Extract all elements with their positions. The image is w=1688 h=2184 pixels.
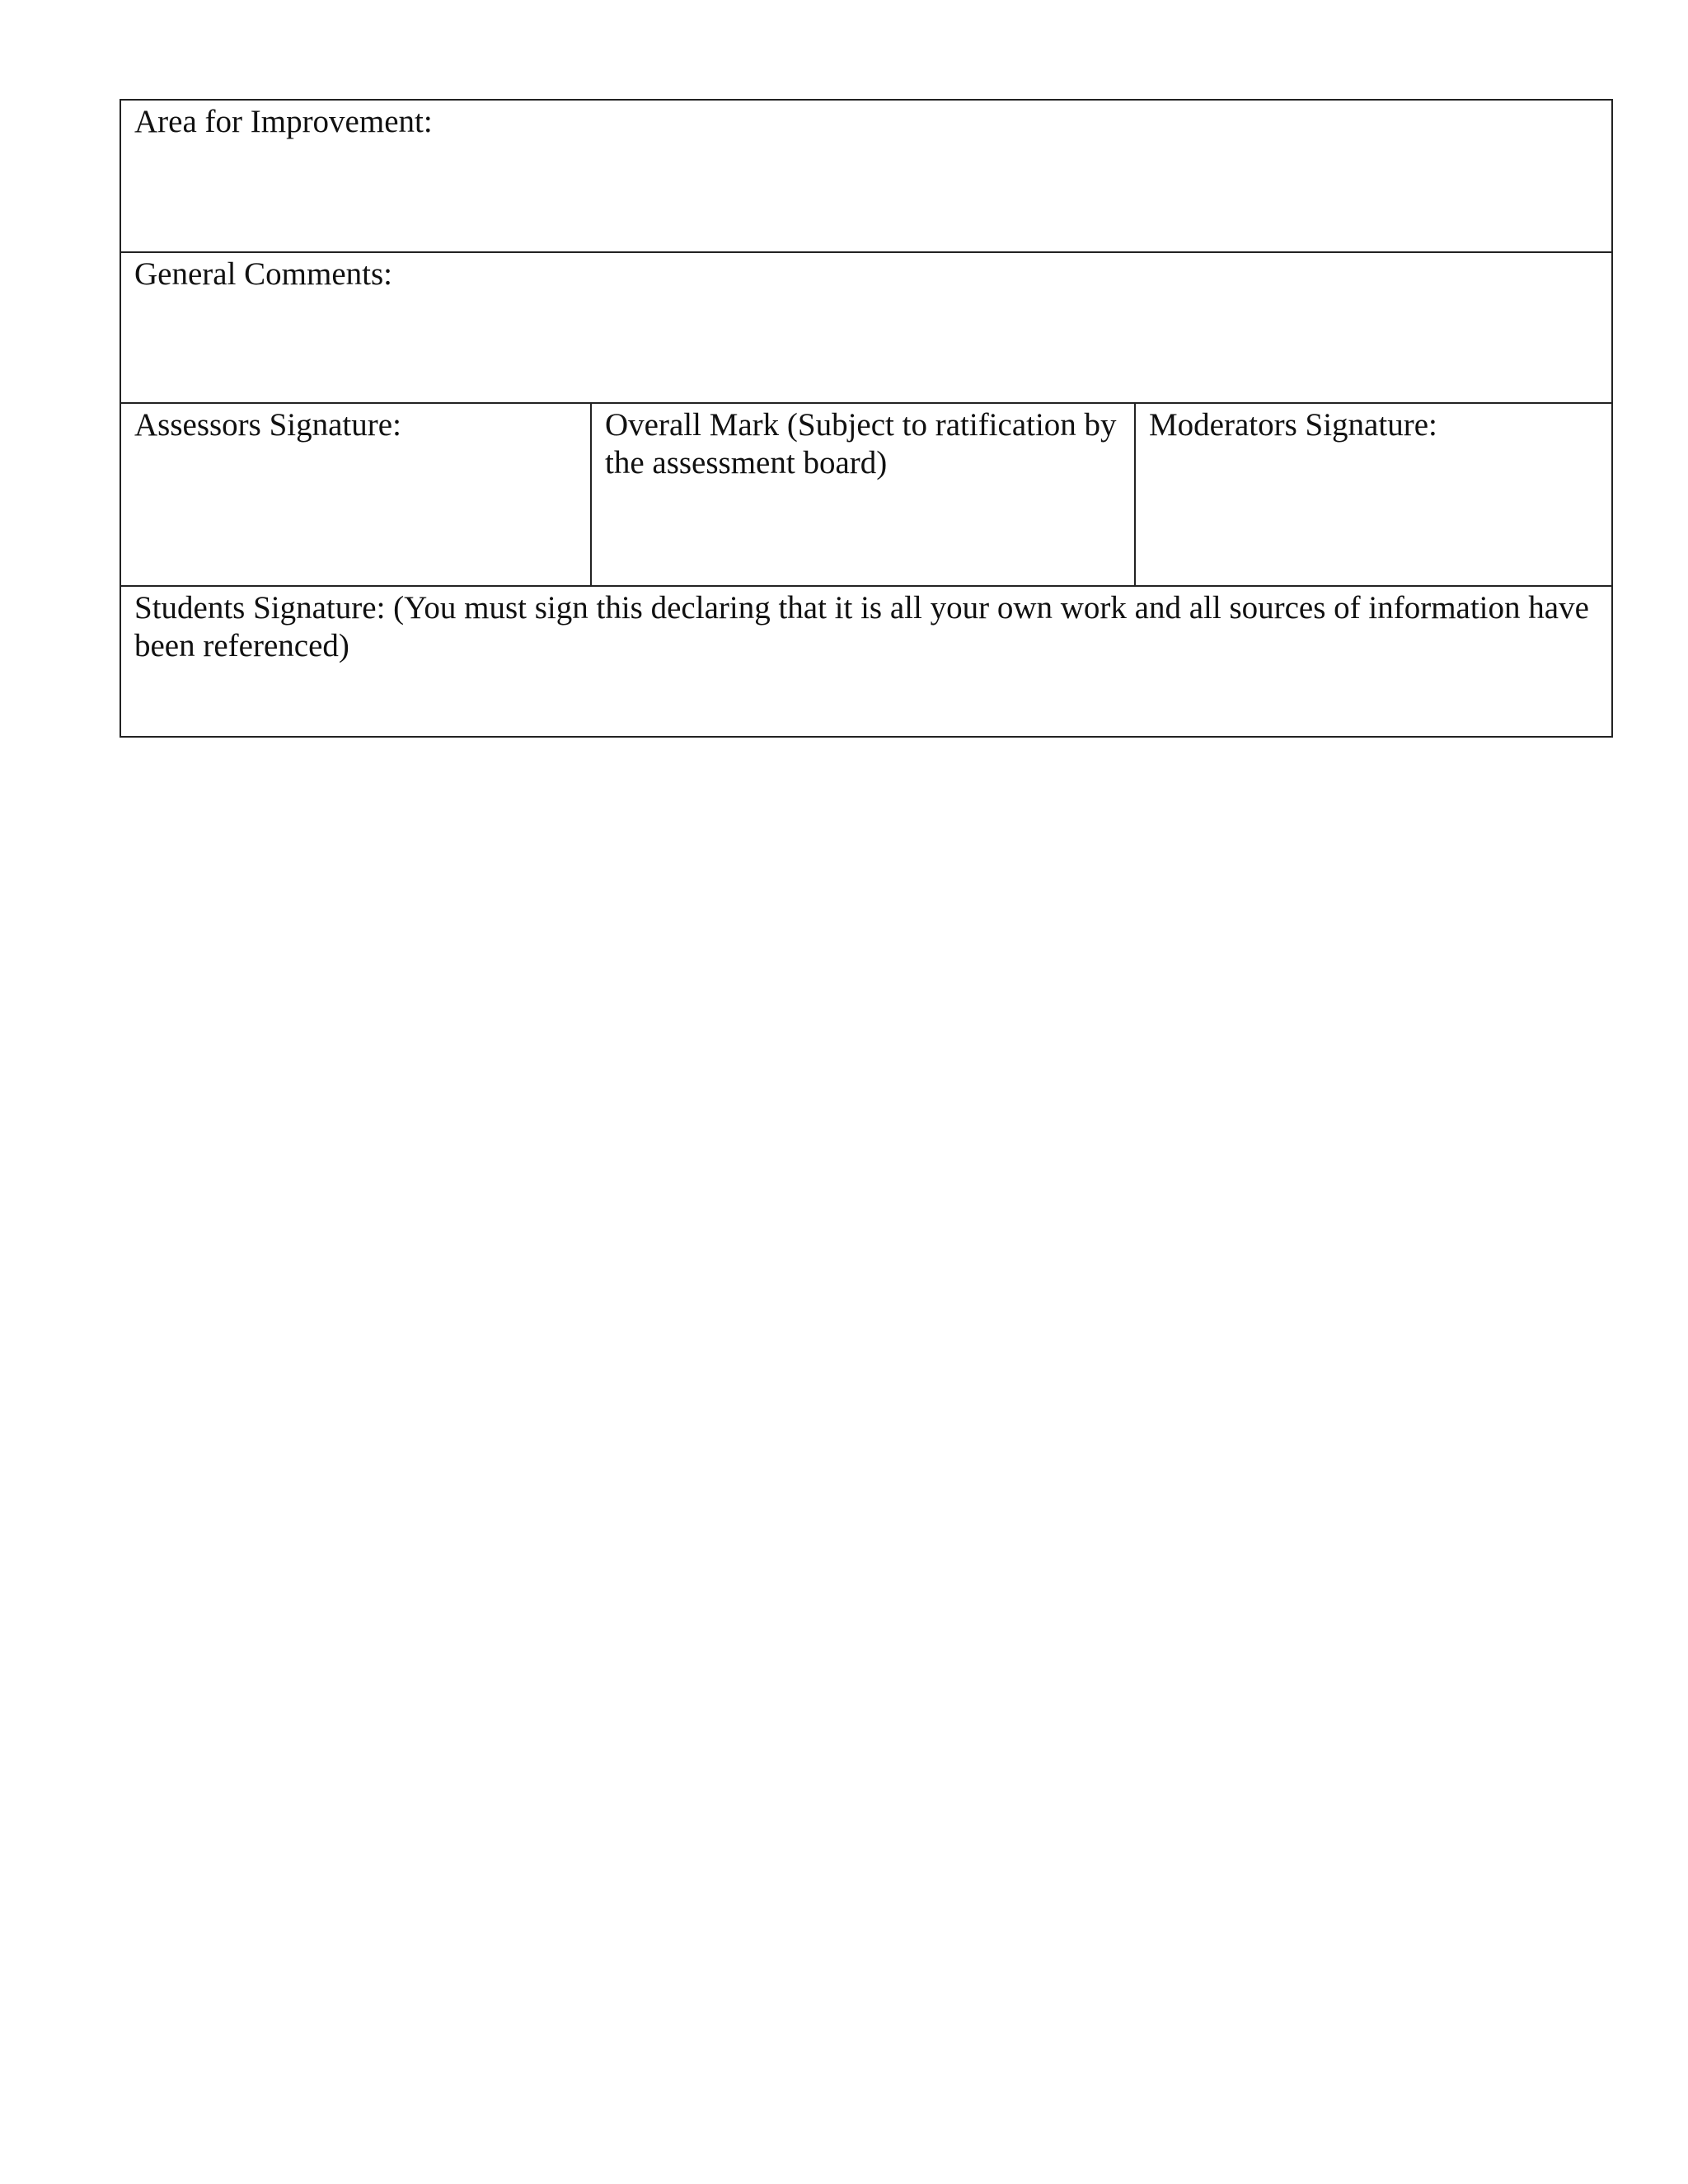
moderators-signature-cell[interactable] <box>1135 403 1612 586</box>
signatures-row <box>120 403 1612 586</box>
students-signature-label: Students Signature: (You must sign this declaring that it is all your own work and all sources of information have been referenced) <box>134 590 1589 663</box>
general-comments-label: General Comments: <box>134 256 393 292</box>
area-for-improvement-row <box>120 100 1612 252</box>
general-comments-cell[interactable] <box>120 252 1612 403</box>
assessors-signature-cell[interactable] <box>120 403 591 586</box>
students-signature-row <box>120 586 1612 737</box>
students-signature-cell[interactable] <box>120 586 1612 737</box>
area-for-improvement-cell[interactable] <box>120 100 1612 252</box>
assessors-signature-label: Assessors Signature: <box>134 407 401 443</box>
area-for-improvement-label: Area for Improvement: <box>134 104 433 139</box>
assessment-feedback-table <box>120 99 1613 738</box>
moderators-signature-label: Moderators Signature: <box>1149 407 1437 443</box>
general-comments-row <box>120 252 1612 403</box>
overall-mark-label: Overall Mark (Subject to ratification by the assessment board) <box>605 407 1117 480</box>
overall-mark-cell[interactable] <box>591 403 1135 586</box>
